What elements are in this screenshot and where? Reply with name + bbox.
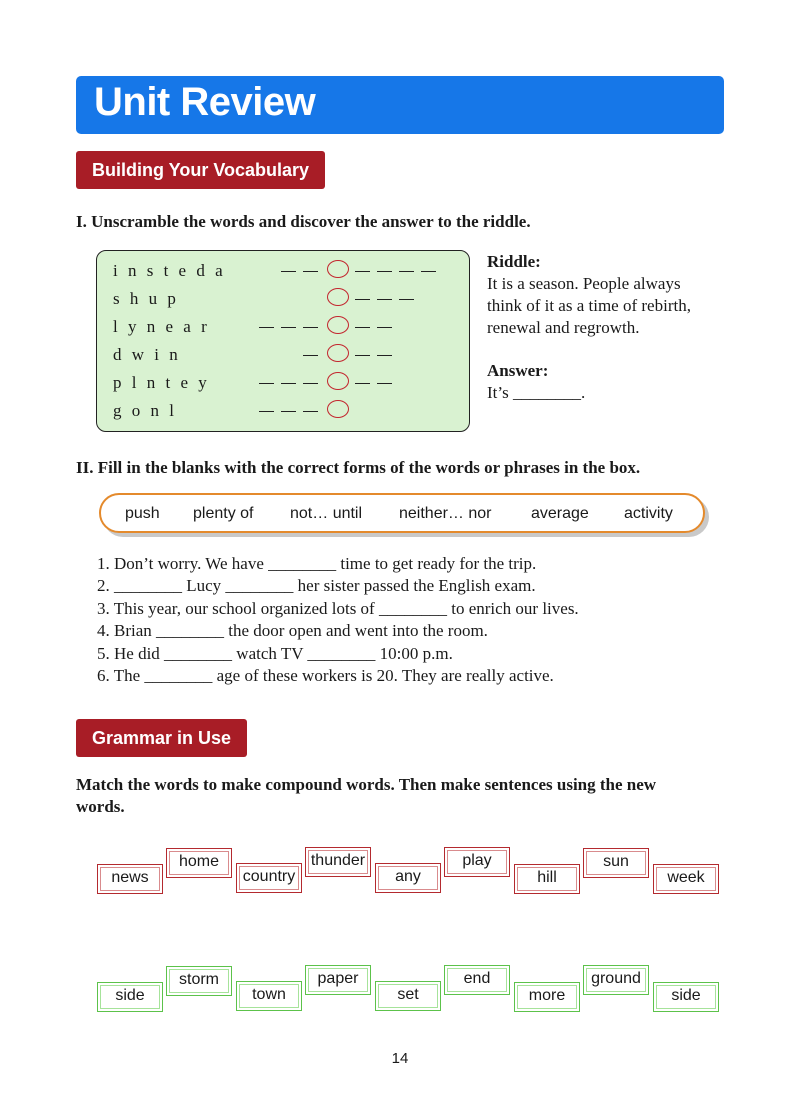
word-bank-item: average <box>531 505 589 522</box>
scramble-row <box>113 343 458 369</box>
answer-blank[interactable] <box>259 327 274 328</box>
word-bank-item: activity <box>624 505 673 522</box>
answer-blank[interactable] <box>355 355 370 356</box>
answer-blank[interactable] <box>355 383 370 384</box>
answer-blank[interactable] <box>377 299 392 300</box>
scramble-box <box>96 250 470 432</box>
scramble-row <box>113 315 458 341</box>
riddle-label: Riddle: <box>487 252 541 271</box>
scramble-row <box>113 371 458 397</box>
scrambled-word: l y n e a r <box>113 317 210 336</box>
word-tile-first[interactable]: hill <box>514 864 580 894</box>
word-tile-first[interactable]: any <box>375 863 441 893</box>
answer-blank[interactable] <box>399 271 414 272</box>
answer-blank[interactable] <box>399 299 414 300</box>
word-tile-second[interactable]: storm <box>166 966 232 996</box>
word-bank-box <box>99 493 705 533</box>
word-tile-second[interactable]: set <box>375 981 441 1011</box>
sentence-item: 6. The ________ age of these workers is 20. They are really active. <box>97 666 554 686</box>
fill-in-sentences <box>97 553 579 687</box>
answer-blank[interactable] <box>377 355 392 356</box>
word-tile-second[interactable]: more <box>514 982 580 1012</box>
answer-blank[interactable] <box>355 299 370 300</box>
scrambled-word: d w i n <box>113 345 181 364</box>
answer-blank-line[interactable]: It’s ________. <box>487 383 586 402</box>
vocabulary-section-tag: Building Your Vocabulary <box>76 151 325 189</box>
scrambled-word: p l n t e y <box>113 373 210 392</box>
word-tile-first[interactable]: news <box>97 864 163 894</box>
scramble-row <box>113 259 458 285</box>
sentence-item: 3. This year, our school organized lots of ________ to enrich our lives. <box>97 598 579 618</box>
scrambled-word: s h u p <box>113 289 179 308</box>
answer-blank[interactable] <box>281 411 296 412</box>
answer-blank[interactable] <box>303 383 318 384</box>
answer-blank[interactable] <box>355 327 370 328</box>
key-letter-circle[interactable] <box>327 288 349 306</box>
word-tile-second[interactable]: side <box>97 982 163 1012</box>
answer-blank[interactable] <box>259 411 274 412</box>
sentence-item: 4. Brian ________ the door open and went into the room. <box>97 621 488 641</box>
key-letter-circle[interactable] <box>327 316 349 334</box>
word-tile-first[interactable]: thunder <box>305 847 371 877</box>
word-tile-first[interactable]: country <box>236 863 302 893</box>
key-letter-circle[interactable] <box>327 344 349 362</box>
word-tile-second[interactable]: town <box>236 981 302 1011</box>
word-bank-item: push <box>125 505 160 522</box>
scrambled-word: i n s t e d a <box>113 261 226 280</box>
answer-blank[interactable] <box>421 271 436 272</box>
answer-blank[interactable] <box>281 271 296 272</box>
grammar-instruction <box>76 774 656 818</box>
word-tile-second[interactable]: end <box>444 965 510 995</box>
riddle-line: It is a season. People always <box>487 274 681 293</box>
riddle-panel <box>487 251 737 404</box>
answer-blank[interactable] <box>303 271 318 272</box>
unit-title: Unit Review <box>94 80 316 124</box>
word-tile-first[interactable]: home <box>166 848 232 878</box>
sentence-item: 2. ________ Lucy ________ her sister passed the English exam. <box>97 576 536 596</box>
unit-title-banner <box>76 76 724 134</box>
sentence-item: 1. Don’t worry. We have ________ time to get ready for the trip. <box>97 554 537 573</box>
answer-blank[interactable] <box>303 327 318 328</box>
answer-label: Answer: <box>487 361 549 380</box>
answer-blank[interactable] <box>281 383 296 384</box>
grammar-instruction-line: words. <box>76 797 125 816</box>
riddle-line: renewal and regrowth. <box>487 318 640 337</box>
key-letter-circle[interactable] <box>327 400 349 418</box>
word-bank-item: neither… nor <box>399 505 492 522</box>
riddle-line: think of it as a time of rebirth, <box>487 296 691 315</box>
word-tile-first[interactable]: play <box>444 847 510 877</box>
part1-instruction: I. Unscramble the words and discover the answer to the riddle. <box>76 212 531 231</box>
page-number: 14 <box>391 1050 409 1067</box>
answer-blank[interactable] <box>377 383 392 384</box>
word-bank-item: not… until <box>290 505 363 522</box>
answer-blank[interactable] <box>377 327 392 328</box>
part2-instruction: II. Fill in the blanks with the correct forms of the words or phrases in the box. <box>76 458 641 477</box>
answer-blank[interactable] <box>259 383 274 384</box>
scramble-row <box>113 287 458 313</box>
scrambled-word: g o n l <box>113 401 177 420</box>
sentence-item: 5. He did ________ watch TV ________ 10:00 p.m. <box>97 643 453 663</box>
answer-blank[interactable] <box>281 327 296 328</box>
key-letter-circle[interactable] <box>327 260 349 278</box>
answer-blank[interactable] <box>303 411 318 412</box>
key-letter-circle[interactable] <box>327 372 349 390</box>
word-tile-first[interactable]: week <box>653 864 719 894</box>
word-tile-second[interactable]: side <box>653 982 719 1012</box>
word-bank-item: plenty of <box>193 505 254 522</box>
word-tile-second[interactable]: paper <box>305 965 371 995</box>
word-tile-second[interactable]: ground <box>583 965 649 995</box>
grammar-section-tag: Grammar in Use <box>76 719 247 757</box>
scramble-row <box>113 399 458 425</box>
answer-blank[interactable] <box>303 355 318 356</box>
word-tile-first[interactable]: sun <box>583 848 649 878</box>
answer-blank[interactable] <box>355 271 370 272</box>
grammar-instruction-line: Match the words to make compound words. Then make sentences using the new <box>76 775 657 794</box>
answer-blank[interactable] <box>377 271 392 272</box>
